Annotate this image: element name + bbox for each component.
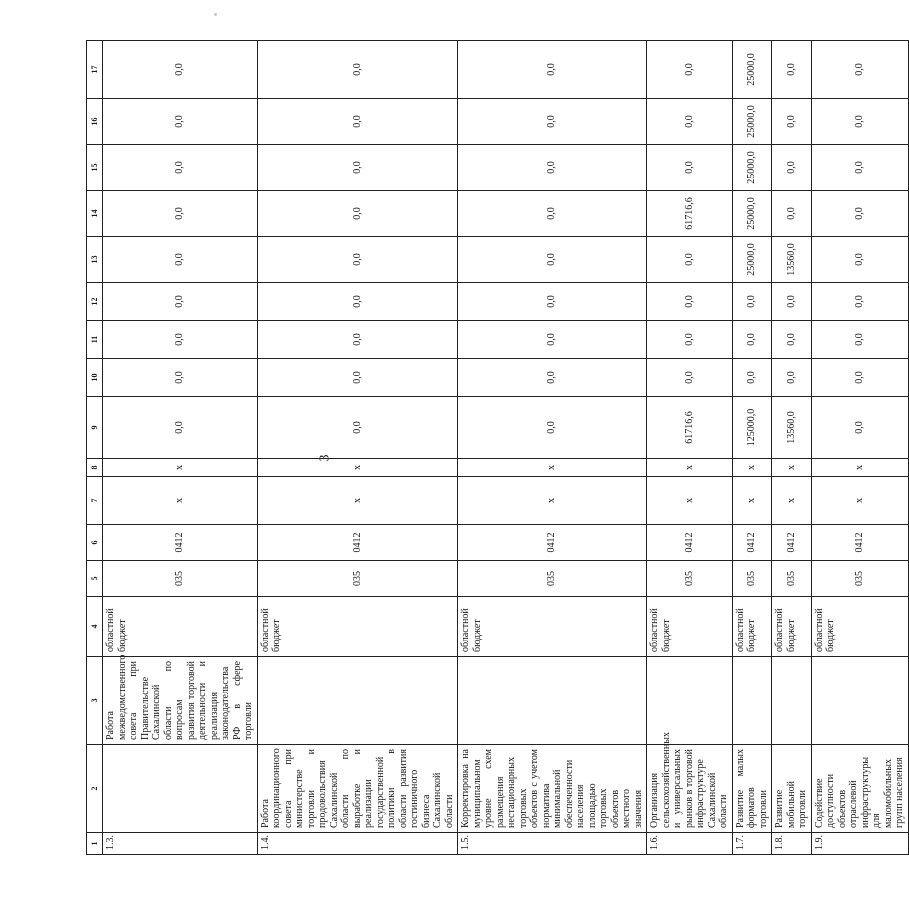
column-header-15: 15 xyxy=(87,145,103,191)
cell-value-col-10: 0,0 xyxy=(732,359,772,397)
cell-value-col-8: x xyxy=(103,459,258,477)
cell-value-col-5: 035 xyxy=(458,561,647,597)
cell-value-col-9: 13560,0 xyxy=(772,397,812,459)
cell-value-col-16: 0,0 xyxy=(811,99,908,145)
column-header-11: 11 xyxy=(87,321,103,359)
cell-value-col-10: 0,0 xyxy=(257,359,458,397)
cell-value-col-5: 035 xyxy=(772,561,812,597)
cell-value-col-10: 0,0 xyxy=(458,359,647,397)
cell-value-col-6: 0412 xyxy=(257,525,458,561)
column-header-10: 10 xyxy=(87,359,103,397)
activity-description: Содействие доступности объектов отраслевой инфраструктуры для маломобильных групп населения xyxy=(811,745,908,833)
cell-value-col-11: 0,0 xyxy=(647,321,733,359)
column-header-5: 5 xyxy=(87,561,103,597)
cell-value-col-15: 0,0 xyxy=(772,145,812,191)
cell-value-col-13: 0,0 xyxy=(103,237,258,283)
row-number: 1.3. xyxy=(103,833,258,855)
cell-value-col-15: 0,0 xyxy=(647,145,733,191)
funding-source: областной бюджет xyxy=(732,597,772,657)
cell-value-col-6: 0412 xyxy=(732,525,772,561)
column-header-9: 9 xyxy=(87,397,103,459)
column-header-17: 17 xyxy=(87,41,103,99)
cell-value-col-8: x xyxy=(257,459,458,477)
cell-value-col-13: 0,0 xyxy=(811,237,908,283)
cell-value-col-8: x xyxy=(732,459,772,477)
table-row xyxy=(257,41,458,855)
cell-value-col-10: 0,0 xyxy=(772,359,812,397)
cell-value-col-5: 035 xyxy=(811,561,908,597)
column-header-14: 14 xyxy=(87,191,103,237)
funding-source: областной бюджет xyxy=(458,597,647,657)
funding-source: областной бюджет xyxy=(257,597,458,657)
cell-value-col-11: 0,0 xyxy=(257,321,458,359)
cell-value-col-7: x xyxy=(458,477,647,525)
cell-value-col-13: 0,0 xyxy=(458,237,647,283)
cell-value-col-14: 25000,0 xyxy=(732,191,772,237)
cell-value-col-16: 0,0 xyxy=(458,99,647,145)
cell-value-col-9: 61716,6 xyxy=(647,397,733,459)
cell-value-col-7: x xyxy=(772,477,812,525)
row-number: 1.6. xyxy=(647,833,733,855)
cell-value-col-15: 0,0 xyxy=(458,145,647,191)
cell-value-col-9: 0,0 xyxy=(811,397,908,459)
cell-value-col-14: 61716,6 xyxy=(647,191,733,237)
cell-value-col-8: x xyxy=(647,459,733,477)
cell-value-col-12: 0,0 xyxy=(732,283,772,321)
column-header-2: 2 xyxy=(87,745,103,833)
column-header-13: 13 xyxy=(87,237,103,283)
cell-value-col-17: 25000,0 xyxy=(732,41,772,99)
cell-value-col-13: 0,0 xyxy=(257,237,458,283)
row-number: 1.4. xyxy=(257,833,458,855)
cell-value-col-16: 0,0 xyxy=(103,99,258,145)
table-row xyxy=(458,41,647,855)
cell-value-col-6: 0412 xyxy=(772,525,812,561)
scan-speck xyxy=(214,13,217,16)
cell-value-col-10: 0,0 xyxy=(811,359,908,397)
cell-value-col-13: 13560,0 xyxy=(772,237,812,283)
activity-description xyxy=(811,657,908,745)
cell-value-col-6: 0412 xyxy=(458,525,647,561)
cell-value-col-11: 0,0 xyxy=(458,321,647,359)
cell-value-col-16: 0,0 xyxy=(257,99,458,145)
funding-source: областной бюджет xyxy=(103,597,258,657)
cell-value-col-8: x xyxy=(458,459,647,477)
activity-description xyxy=(732,657,772,745)
cell-value-col-6: 0412 xyxy=(103,525,258,561)
cell-value-col-14: 0,0 xyxy=(103,191,258,237)
cell-value-col-9: 0,0 xyxy=(257,397,458,459)
cell-value-col-15: 0,0 xyxy=(811,145,908,191)
row-number: 1.5. xyxy=(458,833,647,855)
column-header-6: 6 xyxy=(87,525,103,561)
cell-value-col-14: 0,0 xyxy=(458,191,647,237)
activity-description xyxy=(103,745,258,833)
cell-value-col-15: 25000,0 xyxy=(732,145,772,191)
cell-value-col-17: 0,0 xyxy=(257,41,458,99)
activity-description xyxy=(257,657,458,745)
table-row xyxy=(732,41,772,855)
table-row xyxy=(772,41,812,855)
row-number: 1.8. xyxy=(772,833,812,855)
cell-value-col-14: 0,0 xyxy=(811,191,908,237)
funding-source: областной бюджет xyxy=(811,597,908,657)
cell-value-col-8: x xyxy=(811,459,908,477)
cell-value-col-14: 0,0 xyxy=(257,191,458,237)
cell-value-col-13: 0,0 xyxy=(647,237,733,283)
cell-value-col-15: 0,0 xyxy=(257,145,458,191)
cell-value-col-13: 25000,0 xyxy=(732,237,772,283)
column-header-16: 16 xyxy=(87,99,103,145)
cell-value-col-12: 0,0 xyxy=(458,283,647,321)
cell-value-col-17: 0,0 xyxy=(772,41,812,99)
cell-value-col-5: 035 xyxy=(257,561,458,597)
cell-value-col-16: 0,0 xyxy=(772,99,812,145)
cell-value-col-9: 0,0 xyxy=(103,397,258,459)
cell-value-col-7: x xyxy=(647,477,733,525)
column-header-12: 12 xyxy=(87,283,103,321)
table-row xyxy=(811,41,908,855)
page-number: 3 xyxy=(317,454,333,462)
cell-value-col-16: 25000,0 xyxy=(732,99,772,145)
cell-value-col-7: x xyxy=(732,477,772,525)
cell-value-col-8: x xyxy=(772,459,812,477)
cell-value-col-11: 0,0 xyxy=(103,321,258,359)
cell-value-col-16: 0,0 xyxy=(647,99,733,145)
column-header-7: 7 xyxy=(87,477,103,525)
funding-source: областной бюджет xyxy=(772,597,812,657)
cell-value-col-5: 035 xyxy=(103,561,258,597)
table-header-row xyxy=(87,41,103,855)
activity-description xyxy=(647,657,733,745)
cell-value-col-5: 035 xyxy=(647,561,733,597)
cell-value-col-6: 0412 xyxy=(647,525,733,561)
activity-description: Корректировка на муниципальном уровне схем размещения нестационарных торговых объектов с учетом норматива минимальной обеспеченности населения площадью торговых объектов местного значения xyxy=(458,745,647,833)
activity-description xyxy=(772,657,812,745)
activity-description: Работа межведомственного совета при Правительстве Сахалинской области по вопросам развития торговой деятельности и реализация законодательства РФ в сфере торговли xyxy=(103,657,258,745)
activity-description: Организация сельскохозяйственных и универсальных рынков в торговой инфраструктуре Сахалинской области xyxy=(647,745,733,833)
cell-value-col-9: 125000,0 xyxy=(732,397,772,459)
cell-value-col-11: 0,0 xyxy=(811,321,908,359)
cell-value-col-11: 0,0 xyxy=(772,321,812,359)
cell-value-col-10: 0,0 xyxy=(103,359,258,397)
activity-description: Работа координационного совета при министерстве торговли и продовольствия Сахалинской области по выработке и реализации государственной политики в области развития гостиничного бизнеса Сахалинской области xyxy=(257,745,458,833)
row-number: 1.7. xyxy=(732,833,772,855)
cell-value-col-17: 0,0 xyxy=(458,41,647,99)
budget-table-rotated xyxy=(86,45,905,855)
cell-value-col-12: 0,0 xyxy=(103,283,258,321)
cell-value-col-12: 0,0 xyxy=(647,283,733,321)
cell-value-col-17: 0,0 xyxy=(103,41,258,99)
cell-value-col-5: 035 xyxy=(732,561,772,597)
cell-value-col-7: x xyxy=(257,477,458,525)
cell-value-col-17: 0,0 xyxy=(647,41,733,99)
cell-value-col-14: 0,0 xyxy=(772,191,812,237)
cell-value-col-6: 0412 xyxy=(811,525,908,561)
activity-description: Развитие малых форматов торговли xyxy=(732,745,772,833)
cell-value-col-12: 0,0 xyxy=(772,283,812,321)
activity-description xyxy=(458,657,647,745)
cell-value-col-11: 0,0 xyxy=(732,321,772,359)
funding-source: областной бюджет xyxy=(647,597,733,657)
cell-value-col-12: 0,0 xyxy=(257,283,458,321)
cell-value-col-9: 0,0 xyxy=(458,397,647,459)
cell-value-col-17: 0,0 xyxy=(811,41,908,99)
column-header-3: 3 xyxy=(87,657,103,745)
cell-value-col-7: x xyxy=(103,477,258,525)
cell-value-col-15: 0,0 xyxy=(103,145,258,191)
cell-value-col-12: 0,0 xyxy=(811,283,908,321)
column-header-4: 4 xyxy=(87,597,103,657)
cell-value-col-7: x xyxy=(811,477,908,525)
table-row xyxy=(647,41,733,855)
column-header-1: 1 xyxy=(87,833,103,855)
table-row xyxy=(103,41,258,855)
cell-value-col-10: 0,0 xyxy=(647,359,733,397)
activity-description: Развитие мобильной торговли xyxy=(772,745,812,833)
row-number: 1.9. xyxy=(811,833,908,855)
budget-table xyxy=(86,40,909,855)
column-header-8: 8 xyxy=(87,459,103,477)
